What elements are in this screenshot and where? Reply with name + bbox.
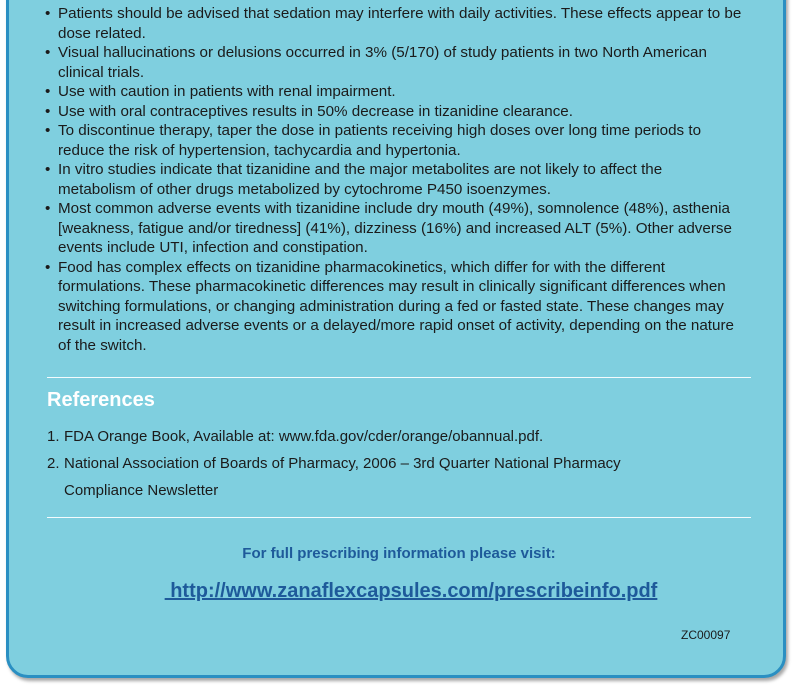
bullet-line: dose related. (58, 24, 146, 42)
reference-number: 1. (47, 428, 60, 445)
bullet-item (45, 258, 773, 356)
bullet-line: result in increased adverse events or a delayed/more rapid onset of activity, depending on the nature (58, 317, 734, 334)
bullet-line: • Food has complex effects on tizanidine pharmacokinetics, which differ for with the different (58, 258, 665, 276)
bullet-line: of the switch. (58, 336, 147, 354)
bullet-line: • In vitro studies indicate that tizanidine and the major metabolites are not likely to affect the (58, 161, 663, 178)
bullet-item (45, 160, 773, 199)
safety-bullet-list (45, 4, 773, 355)
bullet-item (45, 4, 773, 43)
bullet-line: • Use with caution in patients with renal impairment. (58, 83, 396, 100)
bullet-line: • To discontinue therapy, taper the dose in patients receiving high doses over long time periods to (58, 122, 702, 139)
document-code: ZC00097 (681, 628, 731, 642)
bullet-line: • Visual hallucinations or delusions occurred in 3% (5/170) of study patients in two North American (58, 44, 707, 61)
reference-item (47, 428, 747, 445)
divider-top (47, 377, 751, 378)
reference-line: Compliance Newsletter (64, 482, 219, 499)
reference-item (47, 455, 747, 499)
bullet-line: [weakness, fatigue and/or tiredness] (41%), dizziness (16%) and increased ALT (5%). Other adverse (58, 219, 732, 237)
bullet-line: reduce the risk of hypertension, tachycardia and hypertonia. (58, 141, 461, 159)
bullet-item (45, 82, 773, 102)
reference-number: 2. (47, 455, 60, 472)
bullet-line: events include UTI, infection and constipation. (58, 239, 368, 256)
bullet-line: formulations. These pharmacokinetic differences may result in clinically significant differences when (58, 278, 726, 295)
bullet-item (45, 102, 773, 122)
bullet-line: clinical trials. (58, 63, 145, 81)
prescribing-info-prompt: For full prescribing information please visit: (242, 545, 556, 562)
bullet-item (45, 43, 773, 82)
reference-line: FDA Orange Book, Available at: www.fda.gov/cder/orange/obannual.pdf. (64, 428, 544, 445)
bullet-line: • Patients should be advised that sedation may interfere with daily activities. These effects appear to be (58, 5, 742, 22)
divider-bottom (47, 517, 751, 518)
bullet-line: metabolism of other drugs metabolized by cytochrome P450 isoenzymes. (58, 180, 551, 198)
bullet-item (45, 199, 773, 258)
bullet-item (45, 121, 773, 160)
bullet-line: switching formulations, or changing administration during a fed or fasted state. These changes may (58, 297, 724, 315)
references-heading: References (47, 389, 155, 411)
prescribing-info-link[interactable]: http://www.zanaflexcapsules.com/prescribeinfo.pdf (164, 580, 658, 602)
bullet-line: • Use with oral contraceptives results in 50% decrease in tizanidine clearance. (58, 102, 573, 120)
reference-line: National Association of Boards of Pharmacy, 2006 – 3rd Quarter National Pharmacy (64, 455, 621, 472)
bullet-line: • Most common adverse events with tizanidine include dry mouth (49%), somnolence (48%), asthenia (58, 200, 730, 217)
references-list (47, 428, 747, 509)
